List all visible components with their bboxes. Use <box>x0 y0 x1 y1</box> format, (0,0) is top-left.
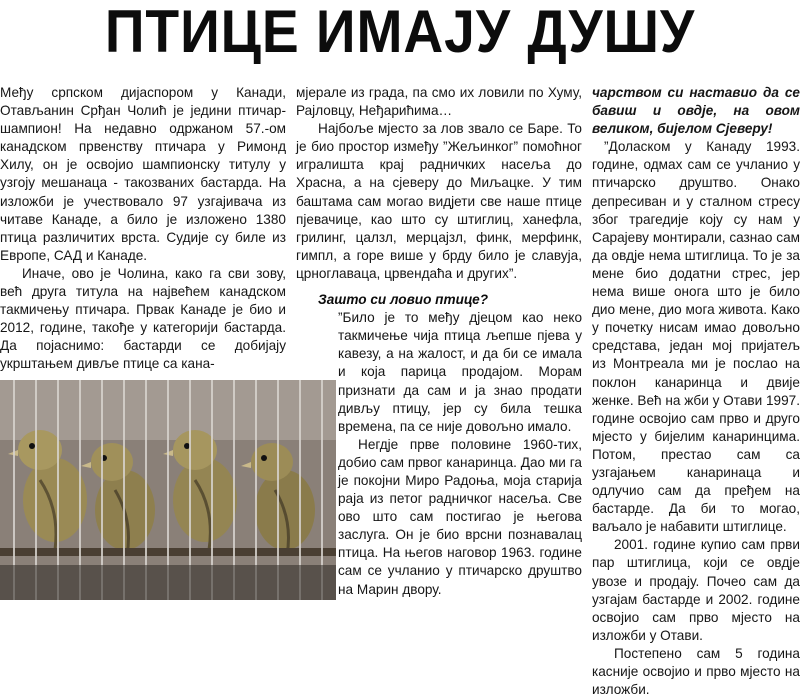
paragraph: мјерале из града, па смо их ловили по Хуму, Рајловцу, Неђарићима… <box>296 85 582 119</box>
paragraph: Међу српском дијаспором у Канади, Отављанин Срђан Чолић је једини птичар-шампион! На недавно одржаном 57.-ом канадском првенству птичара у Римонд Хилу, он је освојио шампионску титулу у узгоју мешанаца - такозваних бастарда. На изложби је учествовало 97 узгајивача из читаве Канаде, а било је изложено 1380 птица различитих врста. Судије су биле из Европе, САД и Канаде. <box>0 85 286 263</box>
article-column-2 <box>296 84 582 600</box>
article-column-3 <box>592 84 800 698</box>
paragraph: Најбоље мјесто за лов звало се Баре. То је био простор између ”Жељинког” помоћног игралишта крај радничких насеља до Храсна, а на сјеверу до Миљацке. У тим баштама сам могао видјети све наше птице пјевачице, као што су штиглиц, ханефла, грилинг, цалзл, мерцајзл, финк, мерфинк, гимпл, а горе више у брду било је славуја, црноглаваца, црвендаћа и других”. <box>296 121 582 281</box>
paragraph: Постепено сам 5 година касније освојио и прво мјесто на изложби. <box>592 645 800 698</box>
question-continued: чарством си наставио да се бавиш и овдје, на овом великом, бијелом Сјеверу! <box>592 85 800 137</box>
text-wrap-around-photo <box>338 309 582 599</box>
paragraph: ”Доласком у Канаду 1993. године, одмах сам се учланио у птичарско друштво. Онако депресиван и у сталном стресу због трагедије коју су нам у Сарајеву монтирали, сазнао сам да овдје нема штиглица. То је за мене био додатни стрес, јер нема више онога што је било дио мене, дио мога живота. Како у почетку нисам имао довољно средстава, један мој пријатељ из Монтреала ми је послао на поклон канаринца и двије женке. Већ на жби у Отави 1997. године освојио сам прво и друго мјесто у бијелим канаринцима. Потом, престао сам са узгајањем канаринаца и одлучио сам да пређем на бастарде. Да би то могао, ваљало је набавити штиглице. <box>592 139 800 535</box>
canary-cage-photo <box>0 380 336 600</box>
paragraph: ”Било је то међу дјецом као неко такмичење чија птица љепше пјева у кавезу, а на жалост, и да би се имала и која парица продајом. Морам признати да сам и ја знао продати дивљу птицу, јер су била тешка времена, па се није довољно имало. <box>338 310 582 434</box>
birds-in-cage-illustration <box>0 380 336 600</box>
question-subhead: Зашто си ловио птице? <box>318 292 489 308</box>
paragraph: 2001. године купио сам први пар штиглица, који се овдје увозе и продају. Почео сам да узгајам бастарде и 2002. године освојио сам прво мјесто на изложби у Отави. <box>592 537 800 643</box>
paragraph: Иначе, ово је Чолина, како га сви зову, већ друга титула на највећем канадском такмичењу птичара. Првак Канаде је био и 2012, године, такође у категорији бастарда. Да појаснимо: бастарди се добијају укрштањем дивље птице са кана- <box>0 265 286 372</box>
article-headline: ПТИЦЕ ИМАЈУ ДУШУ <box>104 0 696 65</box>
paragraph: Негдје прве половине 1960-тих, добио сам првог канаринца. Дао ми га је покојни Миро Радоња, моја старија раја из петог радничког насеља. Све ово што сам постигао је његова заслуга. Он је био врсни познавалац птица. На његов наговор 1963. године сам се учланио у птичарско друштво на Марин двору. <box>338 436 582 597</box>
